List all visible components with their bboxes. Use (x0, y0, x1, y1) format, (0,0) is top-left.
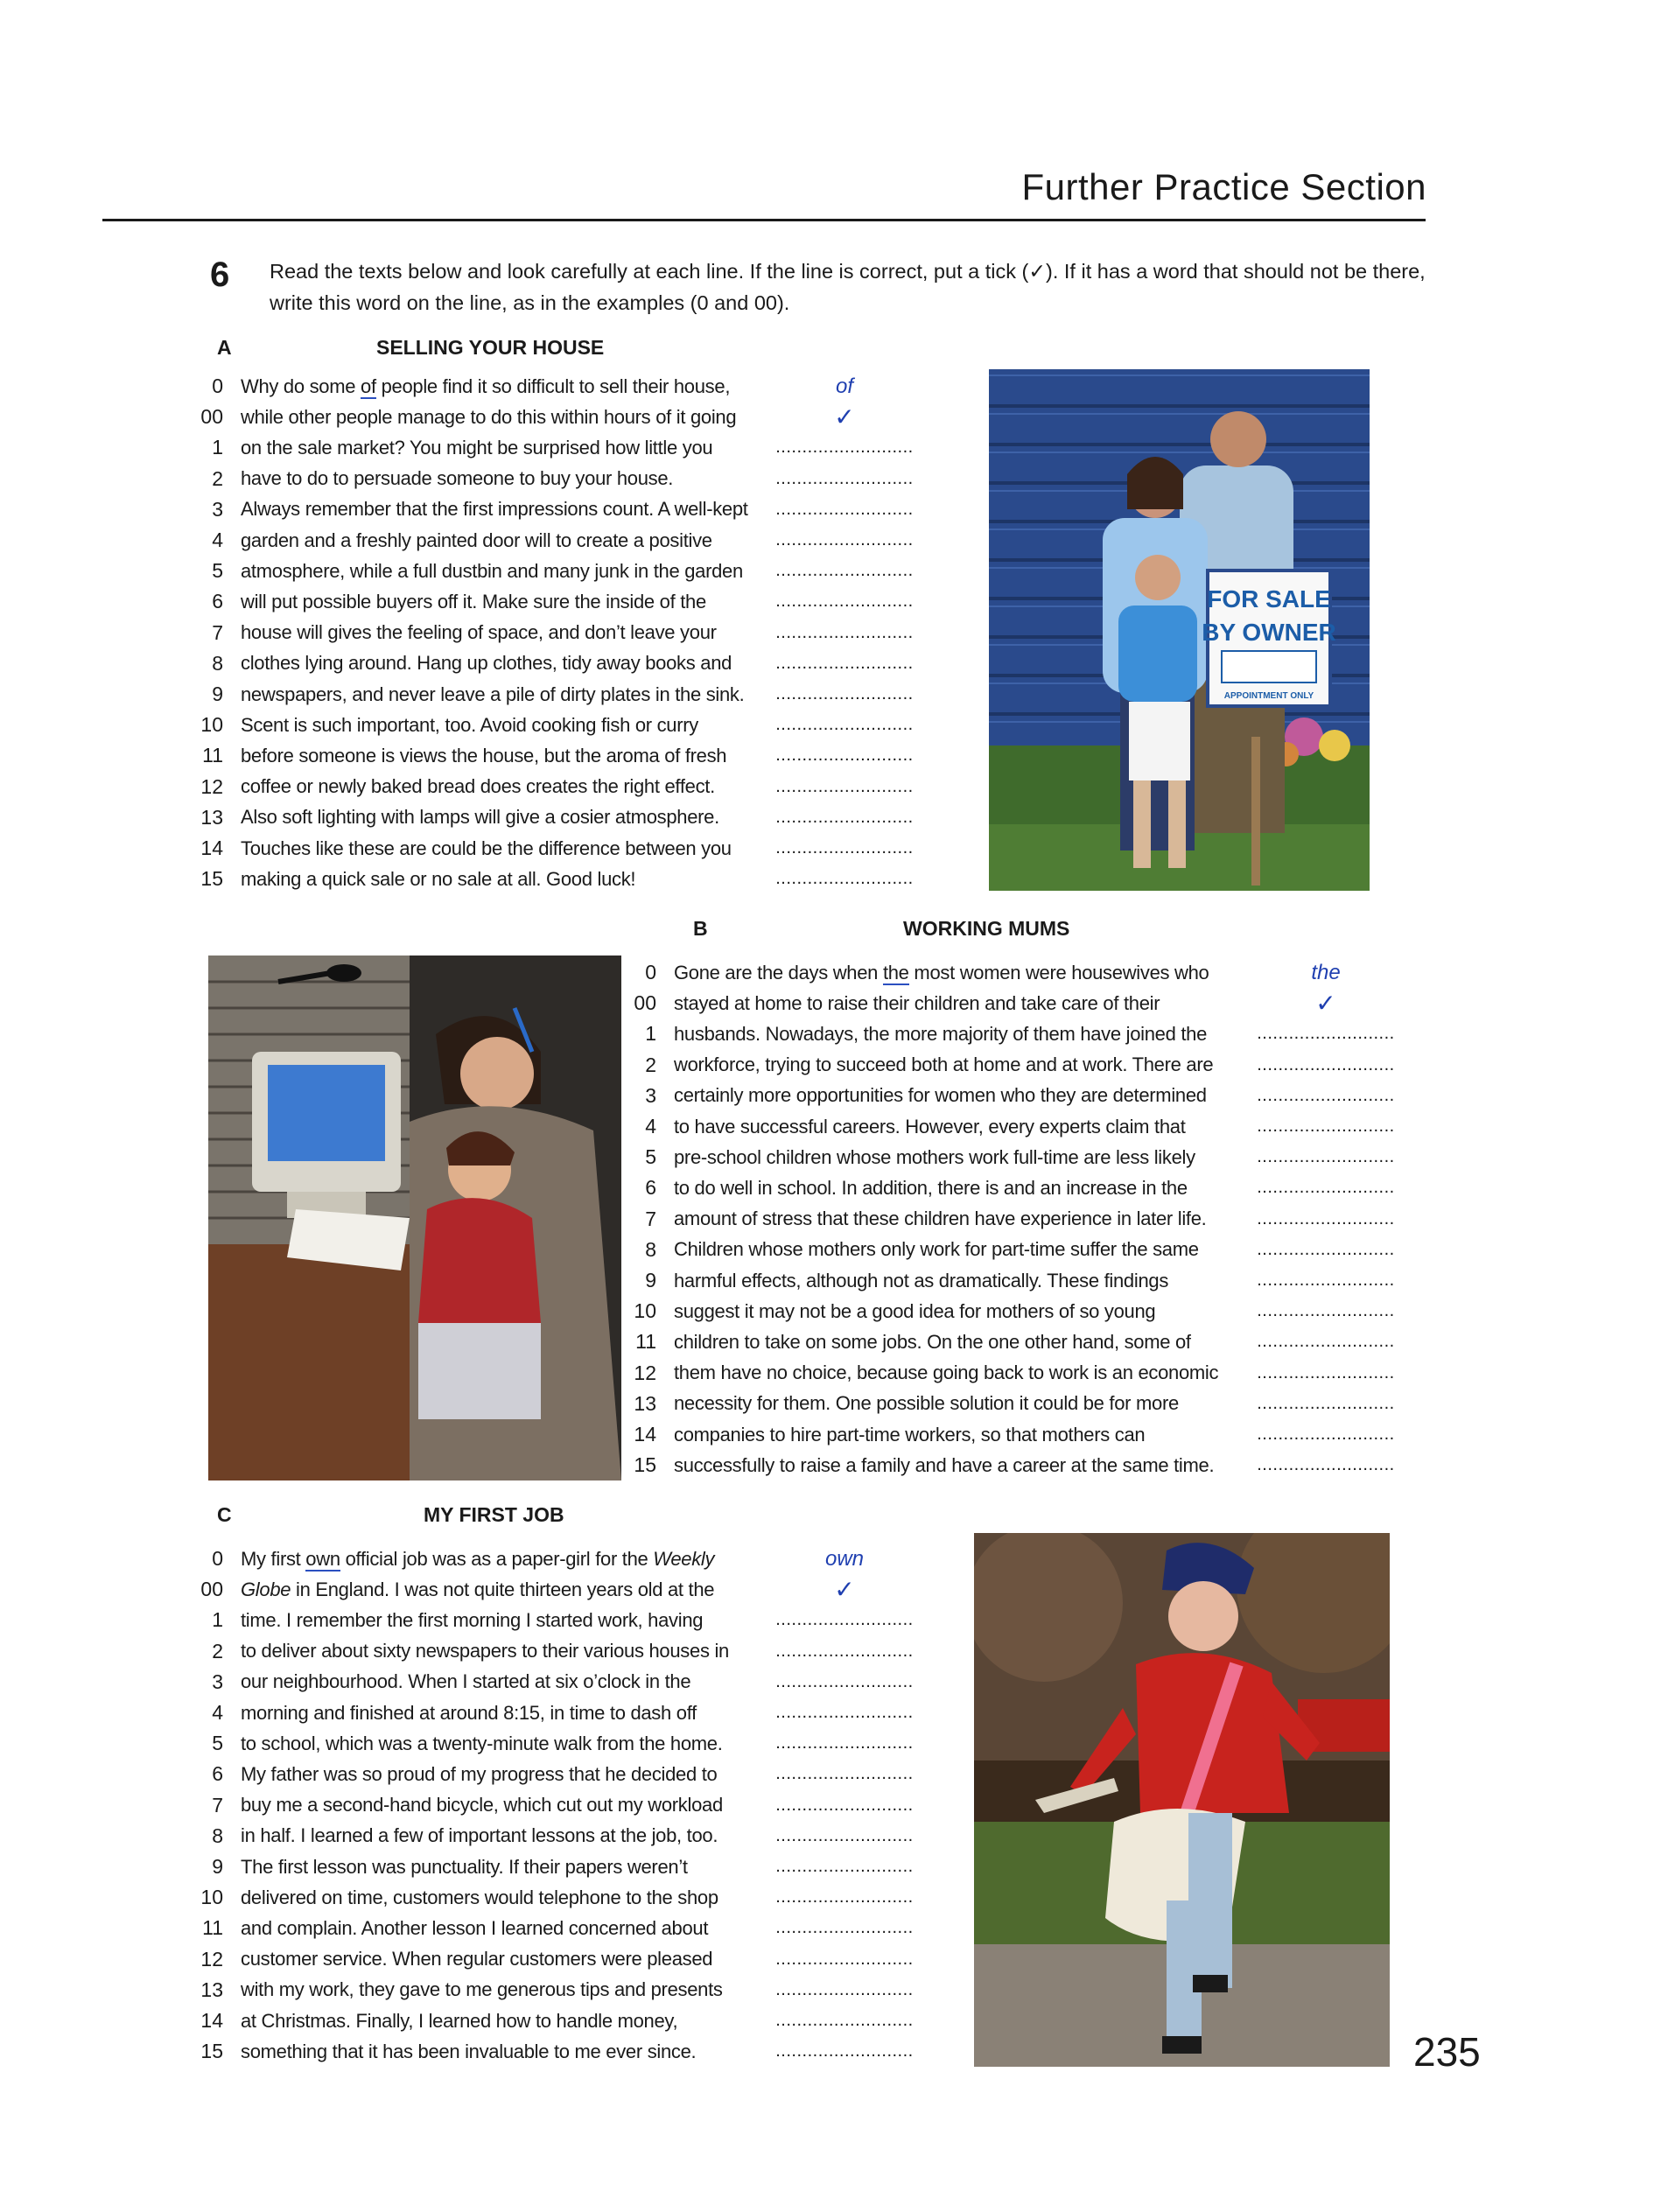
line-text-part: husbands. Nowadays, the more majority of them have joined the (674, 1022, 1208, 1045)
line-text-part: to have successful careers. However, every experts claim that (674, 1115, 1186, 1138)
text-line (197, 1759, 718, 1789)
text-line (630, 1111, 1186, 1142)
line-text-part: Also soft lighting with lamps will give a cosier atmosphere. (241, 806, 719, 829)
line-number: 6 (212, 590, 223, 613)
answer-blank[interactable]: .......................... (775, 561, 914, 581)
answer-blank[interactable]: .......................... (775, 1918, 914, 1938)
line-text (241, 529, 712, 552)
line-number: 4 (645, 1115, 656, 1138)
line-number: 6 (645, 1176, 656, 1200)
text-line (630, 1050, 1213, 1081)
line-text (241, 1794, 723, 1816)
text-line (197, 618, 717, 648)
line-text-part: official job was as a paper-girl for the (340, 1547, 654, 1570)
answer-blank[interactable]: .......................... (775, 746, 914, 766)
section-c-letter: C (217, 1503, 232, 1526)
line-number: 4 (212, 1701, 223, 1724)
section-b-letter: B (693, 917, 708, 940)
line-number: 5 (212, 1732, 223, 1755)
page-number: 235 (1413, 2029, 1481, 2075)
line-text-part: certainly more opportunities for women who they are determined (674, 1084, 1207, 1107)
text-line (197, 648, 732, 679)
text-line (197, 556, 743, 586)
answer-blank[interactable]: .......................... (1257, 1332, 1395, 1352)
text-line (630, 1204, 1206, 1235)
line-text-part: delivered on time, customers would telephone to the shop (241, 1886, 718, 1908)
answer-blank[interactable]: .......................... (775, 653, 914, 673)
line-text-part: amount of stress that these children have experience in later life. (674, 1208, 1207, 1230)
example-underlined-word: of (361, 374, 376, 397)
line-text (674, 1300, 1155, 1323)
line-number: 11 (202, 744, 223, 767)
text-line (630, 1265, 1168, 1296)
answer-blank[interactable]: .......................... (1257, 1147, 1395, 1167)
line-text-part: on the sale market? You might be surprised how little you (241, 436, 713, 458)
header-divider (102, 219, 1426, 221)
line-text-part: customer service. When regular customers were pleased (241, 1948, 713, 1970)
text-line (197, 432, 712, 463)
answer-blank[interactable]: .......................... (775, 1795, 914, 1815)
answer-blank[interactable]: .......................... (775, 1610, 914, 1630)
text-line (197, 1698, 697, 1728)
text-line (197, 1882, 718, 1913)
line-text-part: Gone are the days when (674, 961, 883, 984)
text-line (197, 1821, 718, 1852)
line-text-part: atmosphere, while a full dustbin and many junk in the garden (241, 559, 743, 582)
answer-blank[interactable]: .......................... (775, 807, 914, 827)
text-line (197, 772, 715, 802)
line-text (674, 1270, 1168, 1292)
line-text-part: coffee or newly baked bread does creates the right effect. (241, 775, 715, 798)
text-line (630, 957, 1209, 988)
answer-blank[interactable]: .......................... (775, 1887, 914, 1908)
line-text (674, 1392, 1179, 1415)
paper-girl-photo (974, 1533, 1390, 2067)
line-text-part: stayed at home to raise their children and take care of their (674, 991, 1160, 1014)
line-number: 12 (200, 774, 223, 798)
line-text-part: Scent is such important, too. Avoid cooking fish or curry (241, 713, 698, 736)
line-number: 13 (200, 805, 223, 829)
line-text-part: in half. I learned a few of important lessons at the job, too. (241, 1824, 718, 1847)
text-line (630, 1419, 1145, 1450)
family-for-sale-photo (989, 369, 1370, 891)
answer-blank[interactable]: .......................... (775, 2041, 914, 2062)
answer-blank[interactable]: .......................... (775, 622, 914, 642)
line-number: 12 (634, 1361, 656, 1384)
sign-line3: APPOINTMENT ONLY (1223, 691, 1314, 701)
example-answer-tick: ✓ (834, 403, 855, 431)
text-line (630, 1018, 1207, 1049)
text-line (197, 1574, 714, 1605)
line-text-part: Weekly (653, 1547, 715, 1570)
answer-blank[interactable]: .......................... (775, 684, 914, 704)
line-text-part: Children whose mothers only work for part-time suffer the same (674, 1238, 1199, 1261)
answer-blank[interactable]: .......................... (1257, 1024, 1395, 1044)
line-text (241, 560, 743, 583)
line-text-part: house will gives the feeling of space, and don’t leave your (241, 621, 717, 644)
line-text (241, 745, 726, 767)
answer-blank[interactable]: .......................... (775, 715, 914, 735)
line-text (674, 1208, 1206, 1230)
text-line (197, 1636, 729, 1667)
section-a-title: SELLING YOUR HOUSE (376, 336, 605, 359)
line-number: 10 (200, 713, 223, 737)
answer-blank[interactable]: .......................... (775, 592, 914, 612)
line-text-part: our neighbourhood. When I started at six o’clock in the (241, 1670, 691, 1693)
line-text (241, 1732, 723, 1755)
line-number: 2 (212, 466, 223, 490)
answer-blank[interactable]: .......................... (1257, 1393, 1395, 1413)
line-text (241, 1917, 708, 1940)
text-line (197, 1944, 712, 1975)
answer-blank[interactable]: .......................... (1257, 1054, 1395, 1074)
text-line (630, 988, 1160, 1018)
answer-blank[interactable]: .......................... (1257, 1362, 1395, 1382)
example-answer: the (1311, 961, 1341, 984)
line-text (674, 1084, 1207, 1107)
answer-blank[interactable]: .......................... (775, 468, 914, 488)
line-text-part: to deliver about sixty newspapers to their various houses in (241, 1640, 729, 1662)
answer-blank[interactable]: .......................... (775, 2011, 914, 2030)
answer-blank[interactable]: .......................... (775, 1671, 914, 1691)
line-text (674, 1454, 1214, 1477)
line-text (241, 837, 732, 860)
answer-blank[interactable]: .......................... (775, 499, 914, 519)
exercise-number: 6 (210, 256, 230, 294)
line-number: 12 (200, 1947, 223, 1970)
line-number: 8 (212, 1824, 223, 1847)
line-number: 15 (200, 2040, 223, 2063)
answer-blank[interactable]: .......................... (1257, 1270, 1395, 1290)
line-text-part: them have no choice, because going back to work is an economic (674, 1362, 1219, 1384)
line-text (674, 1116, 1186, 1138)
text-line (197, 402, 736, 432)
line-text (241, 1856, 688, 1879)
text-line (630, 1358, 1218, 1389)
line-text-part: Always remember that the first impressions count. A well-kept (241, 498, 748, 521)
line-text-part: pre-school children whose mothers work full-time are less likely (674, 1145, 1195, 1168)
line-text (241, 1886, 718, 1909)
line-number: 6 (212, 1762, 223, 1786)
text-line (630, 1142, 1195, 1172)
line-text (241, 1578, 714, 1601)
line-text (241, 1948, 712, 1970)
line-text-part: Globe (241, 1578, 291, 1600)
example-answer: of (835, 374, 853, 398)
text-line (197, 679, 744, 710)
line-text-part: to do well in school. In addition, there is and an increase in the (674, 1176, 1188, 1199)
line-text-part: buy me a second-hand bicycle, which cut out my workload (241, 1794, 723, 1816)
line-text (241, 775, 715, 798)
text-line (197, 1667, 690, 1698)
line-text-part: have to do to persuade someone to buy your house. (241, 467, 674, 490)
line-text (674, 1424, 1145, 1446)
text-line (630, 1326, 1191, 1357)
line-text-part: harmful effects, although not as dramatically. These findings (674, 1269, 1169, 1292)
line-number: 14 (200, 836, 223, 859)
line-text (241, 652, 732, 675)
line-number: 1 (212, 1608, 223, 1632)
line-text-part: clothes lying around. Hang up clothes, tidy away books and (241, 652, 732, 675)
line-number: 13 (634, 1391, 656, 1415)
answer-blank[interactable]: .......................... (1257, 1208, 1395, 1228)
line-text (241, 591, 706, 613)
text-line (197, 1728, 723, 1759)
line-text (674, 1331, 1191, 1354)
line-text (241, 2040, 696, 2063)
answer-blank[interactable]: .......................... (1257, 1424, 1395, 1444)
section-b-title: WORKING MUMS (903, 917, 1070, 940)
line-text-part: The first lesson was punctuality. If their papers weren’t (241, 1855, 688, 1878)
line-text (241, 806, 719, 829)
answer-blank[interactable]: .......................... (1257, 1116, 1395, 1136)
answer-blank[interactable]: .......................... (775, 530, 914, 550)
line-text-part: morning and finished at around 8:15, in time to dash off (241, 1701, 697, 1724)
answer-blank[interactable]: .......................... (775, 869, 914, 889)
line-number: 11 (635, 1330, 656, 1354)
answer-blank[interactable]: .......................... (775, 438, 914, 458)
example-answer-tick: ✓ (1315, 990, 1336, 1018)
working-mother-photo (208, 956, 621, 1480)
text-line (197, 1544, 714, 1574)
line-text-part: with my work, they gave to me generous tips and presents (241, 1978, 723, 2001)
line-text-part: most women were housewives who (908, 961, 1209, 984)
answer-blank[interactable]: .......................... (775, 1949, 914, 1969)
line-text-part: people find it so difficult to sell their house, (375, 374, 731, 397)
text-line (630, 1172, 1188, 1203)
section-c-title: MY FIRST JOB (424, 1503, 564, 1526)
line-text-part: to school, which was a twenty-minute walk from the home. (241, 1732, 723, 1754)
line-text (674, 1238, 1199, 1261)
text-line (197, 1913, 708, 1943)
line-text-part: successfully to raise a family and have a career at the same time. (674, 1453, 1215, 1476)
exercise-instructions: Read the texts below and look carefully at each line. If the line is correct, put a tick (✓). If it has a word that should not be there, write this word on the line, as in the examples (0 and 00). (270, 260, 1426, 314)
line-text-part: and complain. Another lesson I learned concerned about (241, 1916, 709, 1939)
section-a-letter: A (217, 336, 232, 359)
example-underlined-word: own (305, 1547, 340, 1570)
text-line (197, 833, 732, 864)
line-text (241, 1670, 690, 1693)
text-line (630, 1081, 1207, 1111)
text-line (197, 710, 698, 740)
answer-blank[interactable]: .......................... (1257, 1455, 1395, 1475)
answer-blank[interactable]: .......................... (775, 1825, 914, 1845)
answer-blank[interactable]: .......................... (775, 1733, 914, 1754)
line-text-part: workforce, trying to succeed both at home and at work. There are (674, 1054, 1214, 1076)
text-line (197, 802, 719, 833)
text-line (630, 1450, 1214, 1480)
line-text-part: will put possible buyers off it. Make sure the inside of the (241, 590, 706, 612)
line-text (241, 1978, 723, 2001)
line-number: 5 (645, 1145, 656, 1169)
line-number: 1 (212, 436, 223, 459)
text-line (197, 371, 730, 402)
line-number: 10 (634, 1299, 656, 1323)
line-number: 00 (634, 991, 656, 1015)
line-text-part: while other people manage to do this within hours of it going (241, 405, 737, 428)
text-line (197, 1605, 703, 1635)
line-text-part: newspapers, and never leave a pile of dirty plates in the sink. (241, 682, 745, 705)
answer-blank[interactable]: .......................... (775, 1764, 914, 1784)
text-line (630, 1296, 1155, 1326)
line-text-part: at Christmas. Finally, I learned how to handle money, (241, 2009, 678, 2032)
line-text (241, 1548, 714, 1571)
example-answer: own (824, 1547, 865, 1571)
line-text (241, 467, 673, 490)
line-text-part: My first (241, 1547, 306, 1570)
line-text (674, 1054, 1213, 1076)
line-text (241, 621, 717, 644)
line-text-part: time. I remember the first morning I started work, having (241, 1608, 704, 1631)
line-text (241, 498, 748, 521)
line-text-part: Touches like these are could be the difference between you (241, 836, 732, 859)
answer-blank[interactable]: .......................... (775, 838, 914, 858)
example-underlined-word: the (882, 961, 909, 984)
line-number: 8 (212, 651, 223, 675)
line-number: 11 (202, 1916, 223, 1940)
line-text-part: garden and a freshly painted door will to create a positive (241, 528, 712, 551)
line-number: 5 (212, 559, 223, 583)
line-text (241, 1824, 718, 1847)
line-number: 2 (212, 1639, 223, 1662)
line-text (674, 962, 1209, 984)
line-number: 7 (212, 1793, 223, 1816)
line-text-part: suggest it may not be a good idea for mothers of so young (674, 1299, 1156, 1322)
line-text (241, 2010, 677, 2033)
line-text-part: children to take on some jobs. On the one other hand, some of (674, 1330, 1191, 1353)
text-line (197, 2006, 677, 2036)
line-text (241, 406, 736, 429)
line-number: 7 (212, 620, 223, 644)
line-text (674, 1177, 1188, 1200)
line-number: 13 (200, 1978, 223, 2001)
line-text (241, 375, 730, 398)
line-number: 0 (212, 1547, 223, 1570)
answer-blank[interactable]: .......................... (775, 1641, 914, 1661)
answer-blank[interactable]: .......................... (1257, 1239, 1395, 1259)
line-number: 14 (200, 2009, 223, 2032)
line-number: 3 (645, 1083, 656, 1107)
line-text (241, 1609, 703, 1632)
text-line (630, 1235, 1199, 1265)
line-text (241, 714, 698, 737)
line-number: 0 (645, 961, 656, 984)
answer-blank[interactable]: .......................... (1257, 1301, 1395, 1321)
line-text-part: My father was so proud of my progress that he decided to (241, 1762, 718, 1785)
answer-blank[interactable]: .......................... (775, 1979, 914, 1999)
sign-line1: FOR SALE (1207, 585, 1331, 612)
answer-blank[interactable]: .......................... (775, 1857, 914, 1876)
line-text-part: something that it has been invaluable to me ever since. (241, 2040, 697, 2062)
line-text-part: Why do some (241, 374, 361, 397)
line-text (674, 1362, 1218, 1384)
line-text (241, 437, 712, 459)
line-text-part: before someone is views the house, but the aroma of fresh (241, 744, 727, 766)
line-text-part: in England. I was not quite thirteen years old at the (291, 1578, 715, 1600)
line-number: 3 (212, 1670, 223, 1693)
text-line (197, 494, 748, 525)
text-line (197, 1975, 723, 2006)
answer-blank[interactable]: .......................... (775, 776, 914, 796)
line-text-part: necessity for them. One possible solution it could be for more (674, 1392, 1179, 1415)
line-text (241, 683, 744, 706)
line-number: 4 (212, 528, 223, 551)
answer-blank[interactable]: .......................... (775, 1703, 914, 1722)
line-number: 15 (634, 1453, 656, 1477)
text-line (197, 464, 673, 494)
text-line (197, 586, 706, 617)
line-number: 15 (200, 867, 223, 891)
text-line (197, 1852, 688, 1882)
line-text (241, 868, 635, 891)
line-number: 8 (645, 1237, 656, 1261)
line-number: 14 (634, 1423, 656, 1446)
text-line (197, 2036, 696, 2067)
text-line (197, 864, 635, 894)
line-text (241, 1702, 697, 1725)
line-text (241, 1640, 729, 1662)
line-number: 7 (645, 1207, 656, 1230)
line-text (674, 992, 1160, 1015)
line-number: 9 (212, 682, 223, 705)
line-number: 3 (212, 497, 223, 521)
line-number: 9 (212, 1855, 223, 1878)
line-text (241, 1763, 718, 1786)
sign-line2: BY OWNER (1202, 619, 1336, 646)
line-text (674, 1146, 1195, 1169)
answer-blank[interactable]: .......................... (1257, 1085, 1395, 1105)
text-line (630, 1389, 1179, 1419)
line-text-part: companies to hire part-time workers, so that mothers can (674, 1423, 1146, 1446)
answer-blank[interactable]: .......................... (1257, 1178, 1395, 1198)
text-line (197, 740, 726, 771)
text-line (197, 525, 712, 556)
line-number: 1 (645, 1022, 656, 1046)
line-text (674, 1023, 1207, 1046)
text-line (197, 1790, 723, 1821)
section-header-title: Further Practice Section (1021, 166, 1426, 207)
line-number: 2 (645, 1053, 656, 1076)
line-text-part: making a quick sale or no sale at all. Good luck! (241, 867, 636, 890)
line-number: 9 (645, 1269, 656, 1292)
line-number: 0 (212, 374, 223, 397)
example-answer-tick: ✓ (834, 1576, 855, 1604)
line-number: 00 (200, 1578, 223, 1601)
line-number: 00 (200, 405, 223, 429)
line-number: 10 (200, 1886, 223, 1909)
